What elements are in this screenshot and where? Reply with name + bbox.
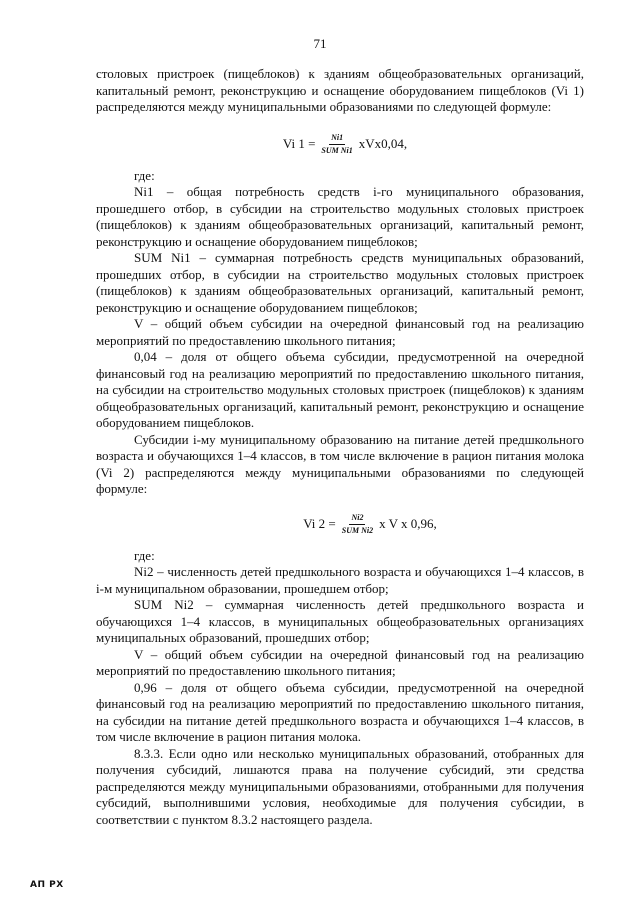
formula-vi1-denominator: SUM Ni1 <box>321 146 353 155</box>
definition-share-004: 0,04 – доля от общего объема субсидии, предусмотренной на очередной финансовый год на реализацию мероприятий по предоставлению школьного питания, на субсидии на строительство модульных столовых пристроек (пищеблоков) к зданиям общеобразовательных организаций, капитальный ремонт, реконструкцию и оснащение оборудованием пищеблоков. <box>96 349 584 430</box>
formula-vi1-rhs: xVx0,04, <box>358 136 408 152</box>
where-label: где: <box>134 547 155 563</box>
formula-vi2-numerator: Ni2 <box>349 513 365 525</box>
subsidy-2-paragraph: Субсидии i-му муниципальному образованию на питание детей предшкольного возраста и обучающихся 1–4 классов, в том числе включение в рацион питания молока (Vi 2) распределяются между муниципальными образованиями по следующей формуле: <box>96 431 584 496</box>
footer-stamp: АП РХ <box>30 880 64 890</box>
definition-v: V – общий объем субсидии на очередной финансовый год на реализацию мероприятий по предоставлению школьного питания; <box>96 646 584 678</box>
formula-vi2-rhs: x V x 0,96, <box>379 516 437 532</box>
intro-paragraph: столовых пристроек (пищеблоков) к зданиям общеобразовательных организаций, капитальный ремонт, реконструкцию и оснащение оборудованием пищеблоков (Vi 1) распределяются между муниципальными образованиями по следующей формуле: <box>96 66 584 114</box>
definition-share-096: 0,96 – доля от общего объема субсидии, предусмотренной на очередной финансовый год на реализацию мероприятий по предоставлению школьного питания, на субсидии на питание детей предшкольного возраста и обучающихся 1–4 классов, в том числе включение в рацион питания молока. <box>96 679 584 744</box>
page-number: 71 <box>313 36 327 51</box>
paragraph-8-3-3: 8.3.3. Если одно или несколько муниципальных образований, отобранных для получения субсидий, лишаются права на получение субсидий, эти средства распределяются между муниципальными образованиями, отобранными для получения субсидий, выполнившими условия, необходимые для получения субсидии, в соответствии с пунктом 8.3.2 настоящего раздела. <box>96 745 584 827</box>
definition-sum-ni1: SUM Ni1 – суммарная потребность средств муниципальных образований, прошедших отбор, в субсидии на строительство модульных столовых пристроек (пищеблоков) к зданиям общеобразовательных организаций, капитальный ремонт, реконструкцию и оснащение оборудованием пищеблоков; <box>96 250 584 315</box>
definition-v: V – общий объем субсидии на очередной финансовый год на реализацию мероприятий по предоставлению школьного питания; <box>96 316 584 348</box>
definition-ni2: Ni2 – численность детей предшкольного возраста и обучающихся 1–4 классов, в i-м муниципальном образовании, прошедшем отбор; <box>96 564 584 596</box>
formula-vi2-fraction <box>340 513 375 536</box>
formula-vi1-lhs: Vi 1 = <box>282 136 316 152</box>
document-body <box>96 66 584 828</box>
formula-vi1-fraction <box>319 133 354 156</box>
definition-ni1: Ni1 – общая потребность средств i-го муниципального образования, прошедшего отбор, в субсидии на строительство модульных столовых пристроек (пищеблоков) к зданиям общеобразовательных организаций, капитальный ремонт, реконструкцию и оснащение оборудованием пищеблоков; <box>96 184 584 249</box>
formula-vi1 <box>96 128 584 162</box>
formula-vi2 <box>96 508 584 542</box>
definition-sum-ni2: SUM Ni2 – суммарная численность детей предшкольного возраста и обучающихся 1–4 классов, в муниципальных общеобразовательных организациях муниципальных образований, прошедших отбор; <box>96 597 584 645</box>
formula-vi2-denominator: SUM Ni2 <box>341 526 374 535</box>
formula-vi1-numerator: Ni1 <box>329 133 345 145</box>
formula-vi2-lhs: Vi 2 = <box>303 516 336 532</box>
where-label: где: <box>134 167 155 183</box>
